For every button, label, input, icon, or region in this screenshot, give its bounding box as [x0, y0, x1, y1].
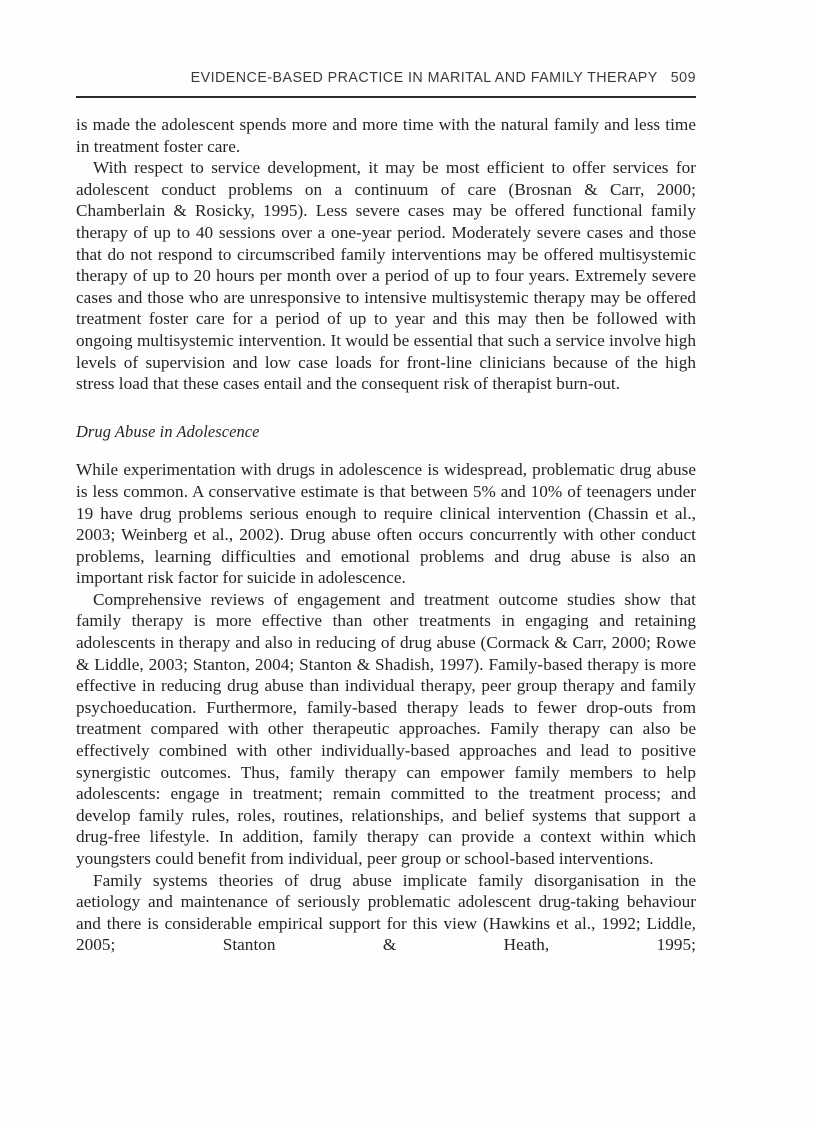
running-head-title: EVIDENCE-BASED PRACTICE IN MARITAL AND FAMILY THERAPY [190, 70, 658, 86]
section-heading-drug-abuse: Drug Abuse in Adolescence [76, 421, 260, 441]
paragraph-continuation: is made the adolescent spends more and more time with the natural family and less time in treatment foster care. [76, 115, 696, 156]
paragraph-comprehensive-reviews: Comprehensive reviews of engagement and treatment outcome studies show that family therapy is more effective than other treatments in engaging and retaining adolescents in therapy and also in reducing of drug abuse (Cormack & Carr, 2000; Rowe & Liddle, 2003; Stanton, 2004; Stanton & Shadish, 1997). Family-based therapy is more effective in reducing drug abuse than individual therapy, peer group therapy and family psychoeducation. Furthermore, family-based therapy leads to fewer drop-outs from treatment compared with other therapeutic approaches. Family therapy can also be effectively combined with other individually-based approaches and lead to positive synergistic outcomes. Thus, family therapy can empower family members to help adolescents: engage in treatment; remain committed to the treatment process; and develop family rules, roles, routines, relationships, and belief systems that support a drug-free lifestyle. In addition, family therapy can provide a context within which youngsters could benefit from individual, peer group or school-based interventions. [76, 589, 696, 868]
paragraph-family-systems-theories: Family systems theories of drug abuse implicate family disorganisation in the aetiology and maintenance of seriously problematic adolescent drug-taking behaviour and there is considerable empirical support for this view (Hawkins et al., 1992; Liddle, 2005; Stanton & Heath, 1995; [76, 870, 696, 955]
running-head [76, 70, 696, 86]
paragraph-experimentation: While experimentation with drugs in adolescence is widespread, problematic drug abuse is less common. A conservative estimate is that between 5% and 10% of teenagers under 19 have drug problems serious enough to require clinical intervention (Chassin et al., 2003; Weinberg et al., 2002). Drug abuse often occurs concurrently with other conduct problems, learning difficulties and emotional problems and drug abuse is also an important risk factor for suicide in adolescence. [76, 460, 696, 588]
header-rule [76, 96, 696, 98]
page-number: 509 [670, 70, 696, 86]
spacer-after-heading [76, 442, 696, 459]
paragraph-service-development: With respect to service development, it may be most efficient to offer services for adolescent conduct problems on a continuum of care (Brosnan & Carr, 2000; Chamberlain & Rosicky, 1995). Less severe cases may be offered functional family therapy of up to 40 sessions over a one-year period. Moderately severe cases and those that do not respond to circumscribed family interventions may be offered multisystemic therapy of up to 20 hours per month over a period of up to four years. Extremely severe cases and those who are unresponsive to intensive multisystemic therapy may be offered treatment foster care for a period of up to year and this may then be followed with ongoing multisystemic intervention. It would be essential that such a service involve high levels of supervision and low case loads for front-line clinicians because of the high stress load that these cases entail and the consequent risk of therapist burn-out. [76, 158, 696, 394]
spacer-before-heading [76, 395, 696, 421]
text-block [76, 114, 696, 978]
